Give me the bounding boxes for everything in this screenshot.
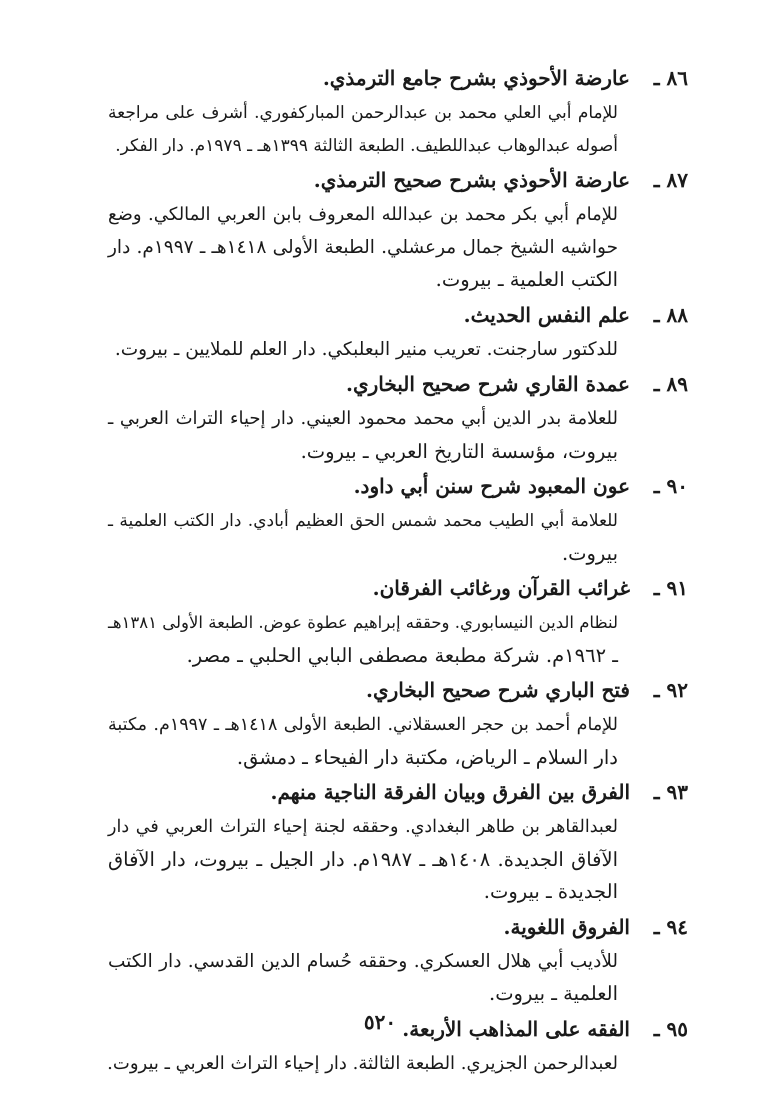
entry-number: ٩٢ ـ — [653, 678, 688, 702]
bibliography-entry — [108, 774, 688, 909]
entry-description-line: بيروت. — [561, 541, 618, 565]
entry-description — [108, 199, 618, 297]
entry-description-line: أصوله عبدالوهاب عبداللطيف. الطبعة الثالثة ١٣٩٩هـ ـ ١٩٧٩م. دار الفكر. — [115, 135, 618, 156]
page-number: ٥٢٠ — [363, 1010, 397, 1034]
entry-description-line: للعلامة بدر الدين أبي محمد محمود العيني. دار إحياء التراث العربي ـ — [108, 408, 618, 429]
entry-description-line: الآفاق الجديدة. ١٤٠٨هـ ـ ١٩٨٧م. دار الجيل ـ بيروت، دار الآفاق — [108, 847, 619, 871]
entry-description-line: للإمام أبي العلي محمد بن عبدالرحمن المباركفوري. أشرف على مراجعة — [108, 103, 618, 123]
entry-number: ٨٨ ـ — [653, 302, 688, 327]
bibliography-entry — [108, 909, 688, 1011]
bibliography-entry — [108, 366, 688, 468]
entry-description-line: للإمام أحمد بن حجر العسقلاني. الطبعة الأولى ١٤١٨هـ ـ ١٩٩٧م. مكتبة — [108, 715, 618, 735]
entry-title: الفرق بين الفرق وبيان الفرقة الناجية منهم. — [270, 780, 630, 804]
entry-description-line: للإمام أبي بكر محمد بن عبدالله المعروف بابن العربي المالكي. وضع — [108, 204, 618, 225]
bibliography-entry — [108, 468, 688, 570]
bibliography-list — [108, 60, 688, 1080]
entry-description-line: للأديب أبي هلال العسكري. وحققه حُسام الدين القدسي. دار الكتب — [108, 950, 618, 972]
entry-title: غرائب القرآن ورغائب الفرقان. — [372, 576, 630, 600]
entry-description — [108, 505, 618, 570]
entry-description — [108, 1048, 618, 1081]
entry-number: ٩١ ـ — [653, 576, 688, 600]
bibliography-entry — [108, 162, 688, 297]
entry-description-line: للعلامة أبي الطيب محمد شمس الحق العظيم أبادي. دار الكتب العلمية ـ — [108, 511, 618, 531]
entry-title: فتح الباري شرح صحيح البخاري. — [366, 678, 630, 702]
bibliography-entry — [108, 297, 688, 367]
entry-description — [108, 607, 618, 672]
entry-description-line: ـ ١٩٦٢م. شركة مطبعة مصطفى البابي الحلبي ـ مصر. — [186, 643, 618, 667]
entry-description — [108, 946, 618, 1011]
entry-heading — [108, 468, 688, 505]
entry-title: عارضة الأحوذي بشرح صحيح الترمذي. — [313, 168, 630, 192]
entry-heading — [108, 909, 688, 946]
entry-description-line: العلمية ـ بيروت. — [489, 982, 618, 1005]
entry-title: عارضة الأحوذي بشرح جامع الترمذي. — [322, 66, 630, 90]
entry-description — [108, 811, 618, 909]
entry-number: ٨٩ ـ — [653, 372, 688, 396]
entry-heading — [108, 570, 688, 607]
bibliography-entry — [108, 570, 688, 672]
entry-description — [108, 403, 618, 468]
entry-title: علم النفس الحديث. — [463, 302, 630, 327]
bibliography-entry — [108, 60, 688, 162]
entry-number: ٨٦ ـ — [653, 66, 688, 90]
entry-number: ٩٣ ـ — [653, 780, 688, 804]
entry-number: ٨٧ ـ — [653, 168, 688, 192]
entry-number: ٩٠ ـ — [653, 474, 688, 498]
entry-description-line: للدكتور سارجنت. تعريب منير البعلبكي. دار العلم للملايين ـ بيروت. — [114, 338, 618, 360]
entry-heading — [108, 162, 688, 199]
entry-description-line: دار السلام ـ الرياض، مكتبة دار الفيحاء ـ دمشق. — [236, 745, 618, 769]
entry-description-line: بيروت، مؤسسة التاريخ العربي ـ بيروت. — [300, 439, 618, 463]
entry-heading — [108, 60, 688, 97]
entry-title: الفروق اللغوية. — [503, 914, 630, 939]
entry-description — [108, 97, 618, 162]
entry-number: ٩٥ ـ — [653, 1016, 688, 1041]
entry-description-line: الجديدة ـ بيروت. — [483, 880, 618, 903]
entry-title: عون المعبود شرح سنن أبي داود. — [353, 474, 630, 498]
bibliography-entry — [108, 672, 688, 774]
entry-description — [108, 334, 618, 367]
entry-title: الفقه على المذاهب الأربعة. — [402, 1016, 630, 1041]
entry-description-line: لعبدالقاهر بن طاهر البغدادي. وحققه لجنة إحياء التراث العربي في دار — [108, 817, 618, 837]
entry-heading — [108, 774, 688, 811]
entry-number: ٩٤ ـ — [653, 914, 688, 939]
entry-description-line: الكتب العلمية ـ بيروت. — [435, 268, 618, 291]
entry-heading — [108, 366, 688, 403]
entry-description-line: حواشيه الشيخ جمال مرعشلي. الطبعة الأولى ١٤١٨هـ ـ ١٩٩٧م. دار — [108, 236, 619, 258]
entry-description-line: لنظام الدين النيسابوري. وحققه إبراهيم عطوة عوض. الطبعة الأولى ١٣٨١هـ — [108, 613, 618, 632]
entry-description — [108, 709, 618, 774]
entry-heading — [108, 672, 688, 709]
entry-heading — [108, 297, 688, 334]
entry-title: عمدة القاري شرح صحيح البخاري. — [345, 372, 630, 396]
entry-description-line: لعبدالرحمن الجزيري. الطبعة الثالثة. دار إحياء التراث العربي ـ بيروت. — [107, 1052, 618, 1074]
